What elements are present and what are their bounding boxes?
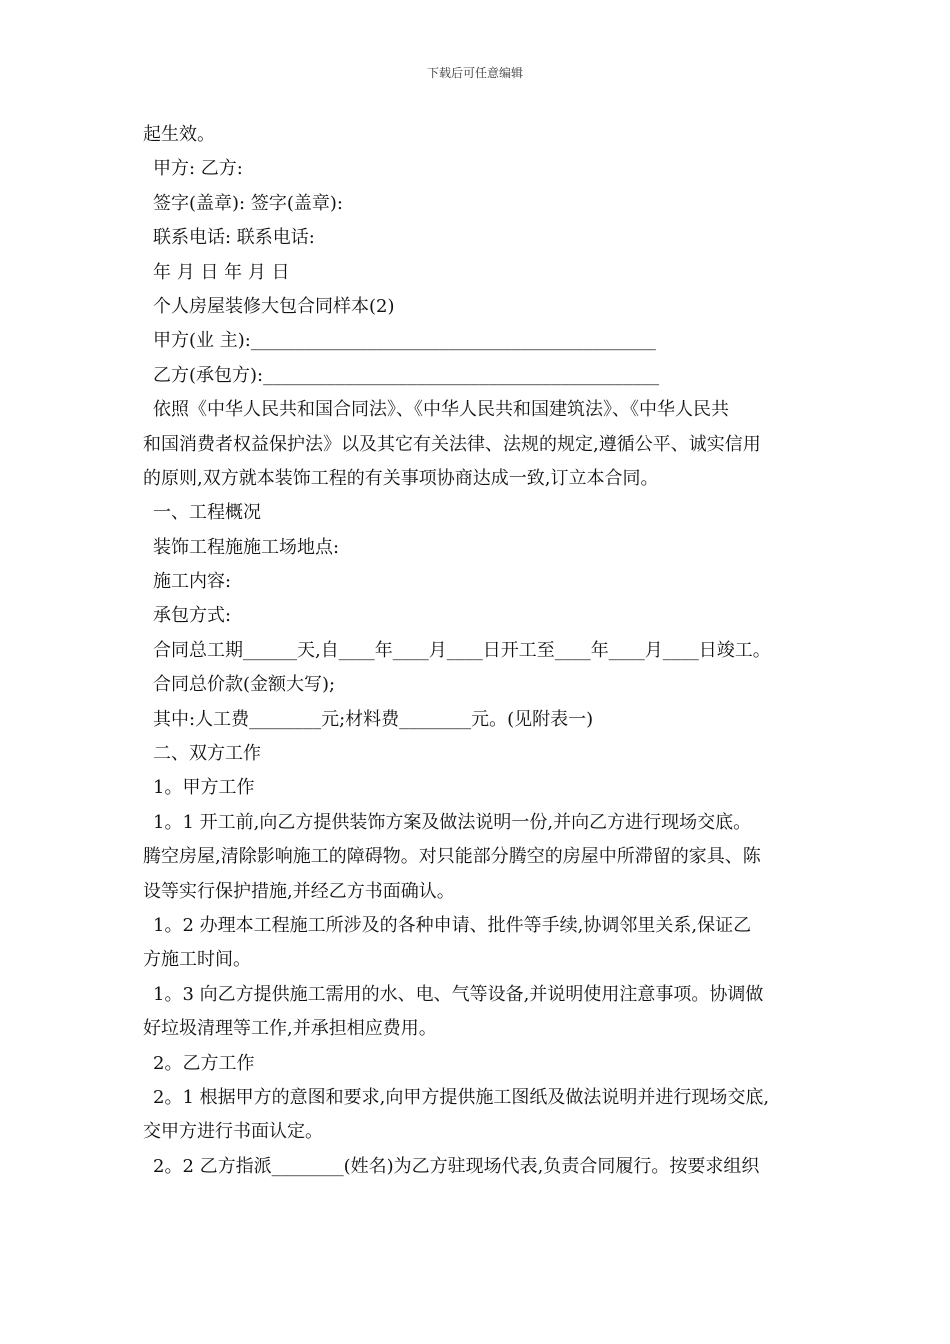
text-line: 方施工时间。 [143, 949, 251, 971]
text-line: 2。乙方工作 [153, 1052, 255, 1074]
text-line: 联系电话: 联系电话: [153, 227, 315, 249]
text-line: 的原则,双方就本装饰工程的有关事项协商达成一致,订立本合同。 [143, 467, 659, 489]
text-line: 和国消费者权益保护法》以及其它有关法律、法规的规定,遵循公平、诚实信用 [143, 433, 761, 455]
text-line: 合同总价款(金额大写); [153, 674, 336, 696]
text-line: 一、工程概况 [153, 502, 261, 524]
text-line: 个人房屋装修大包合同样本(2) [153, 295, 395, 317]
document-body [143, 118, 811, 1184]
text-line: 施工内容: [153, 571, 232, 593]
text-line: 好垃圾清理等工作,并承担相应费用。 [143, 1018, 437, 1040]
text-line: 乙方(承包方):____________________________________________ [153, 364, 660, 386]
text-line: 装饰工程施施工场地点: [153, 536, 340, 558]
text-line: 甲方: 乙方: [153, 158, 243, 180]
text-line: 签字(盖章): 签字(盖章): [153, 192, 343, 214]
text-line: 2。1 根据甲方的意图和要求,向甲方提供施工图纸及做法说明并进行现场交底, [153, 1086, 770, 1108]
text-line: 2。2 乙方指派________(姓名)为乙方驻现场代表,负责合同履行。按要求组织 [153, 1155, 760, 1177]
text-line: 1。3 向乙方提供施工需用的水、电、气等设备,并说明使用注意事项。协调做 [153, 983, 764, 1005]
text-line: 交甲方进行书面认定。 [143, 1121, 323, 1143]
text-line: 二、双方工作 [153, 743, 261, 765]
text-line: 1。2 办理本工程施工所涉及的各种申请、批件等手续,协调邻里关系,保证乙 [153, 914, 752, 936]
text-line: 腾空房屋,清除影响施工的障碍物。对只能部分腾空的房屋中所滞留的家具、陈 [143, 846, 761, 868]
page-header: 下载后可任意编辑 [426, 66, 523, 80]
text-line: 1。1 开工前,向乙方提供装饰方案及做法说明一份,并向乙方进行现场交底。 [153, 811, 752, 833]
text-line: 合同总工期______天,自____年____月____日开工至____年____月____日竣工。 [153, 639, 771, 661]
text-line: 甲方(业 主):_____________________________________________ [153, 330, 656, 352]
text-line: 承包方式: [153, 605, 232, 627]
text-line: 设等实行保护措施,并经乙方书面确认。 [143, 880, 455, 902]
text-line: 其中:人工费________元;材料费________元。(见附表一) [153, 708, 594, 730]
text-line: 年 月 日 年 月 日 [153, 261, 290, 283]
text-line: 起生效。 [143, 124, 215, 145]
text-line: 1。甲方工作 [153, 777, 255, 799]
text-line: 依照《中华人民共和国合同法》、《中华人民共和国建筑法》、《中华人民共 [153, 399, 729, 421]
